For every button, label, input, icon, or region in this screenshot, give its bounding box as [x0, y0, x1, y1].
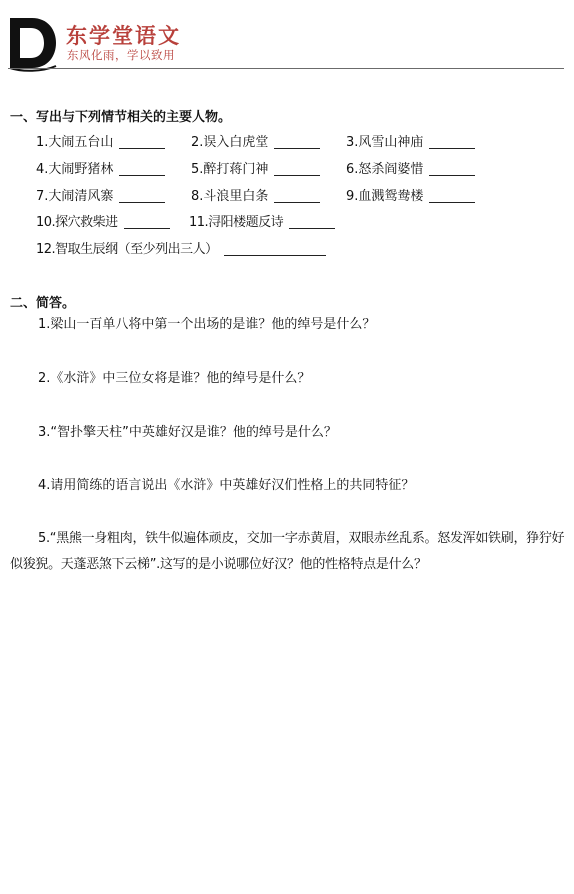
answer-blank[interactable]	[429, 188, 475, 203]
answer-blank[interactable]	[124, 214, 170, 229]
list-item: 5.醉打蒋门神	[191, 158, 320, 177]
list-item: 4.大闹野猪林	[36, 158, 165, 177]
answer-blank[interactable]	[119, 188, 165, 203]
list-item: 11.浔阳楼题反诗	[189, 211, 335, 230]
list-item: 6.怒杀阎婆惜	[346, 158, 475, 177]
answer-blank[interactable]	[119, 134, 165, 149]
question: 4.请用简练的语言说出《水浒》中英雄好汉们性格上的共同特征？	[38, 478, 415, 493]
logo-icon	[8, 14, 58, 72]
question: 2.《水浒》中三位女将是谁？他的绰号是什么？	[38, 371, 311, 386]
question: 1.梁山一百单八将中第一个出场的是谁？他的绰号是什么？	[38, 317, 376, 332]
answer-blank[interactable]	[429, 161, 475, 176]
section1-title: 一、写出与下列情节相关的主要人物。	[10, 110, 232, 125]
question: 5.“黑熊一身粗肉，铁牛似遍体顽皮，交加一字赤黄眉，双眼赤丝乱系。怒发浑如铁刷，狰狞好似狻猊。天蓬恶煞下云梯”.这写的是小说哪位好汉？他的性格特点是什么？	[10, 531, 565, 572]
answer-blank[interactable]	[429, 134, 475, 149]
header-divider	[8, 68, 564, 69]
list-item: 9.血溅鸳鸯楼	[346, 185, 475, 204]
answer-blank[interactable]	[289, 214, 335, 229]
brand-title: 东学堂语文	[66, 24, 181, 48]
answer-blank[interactable]	[274, 161, 320, 176]
question: 3.“智扑擎天柱”中英雄好汉是谁？他的绰号是什么？	[38, 425, 337, 440]
list-item: 8.斗浪里白条	[191, 185, 320, 204]
list-item: 12.智取生辰纲（至少列出三人）	[36, 238, 326, 257]
list-item: 1.大闹五台山	[36, 131, 165, 150]
answer-blank[interactable]	[224, 241, 326, 256]
section2-title: 二、简答。	[10, 296, 76, 311]
list-item: 7.大闹清风寨	[36, 185, 165, 204]
answer-blank[interactable]	[274, 188, 320, 203]
brand-slogan: 东风化雨，学以致用	[67, 48, 175, 62]
list-item: 10.探穴救柴进	[36, 211, 170, 230]
answer-blank[interactable]	[274, 134, 320, 149]
list-item: 2.误入白虎堂	[191, 131, 320, 150]
list-item: 3.风雪山神庙	[346, 131, 475, 150]
answer-blank[interactable]	[119, 161, 165, 176]
